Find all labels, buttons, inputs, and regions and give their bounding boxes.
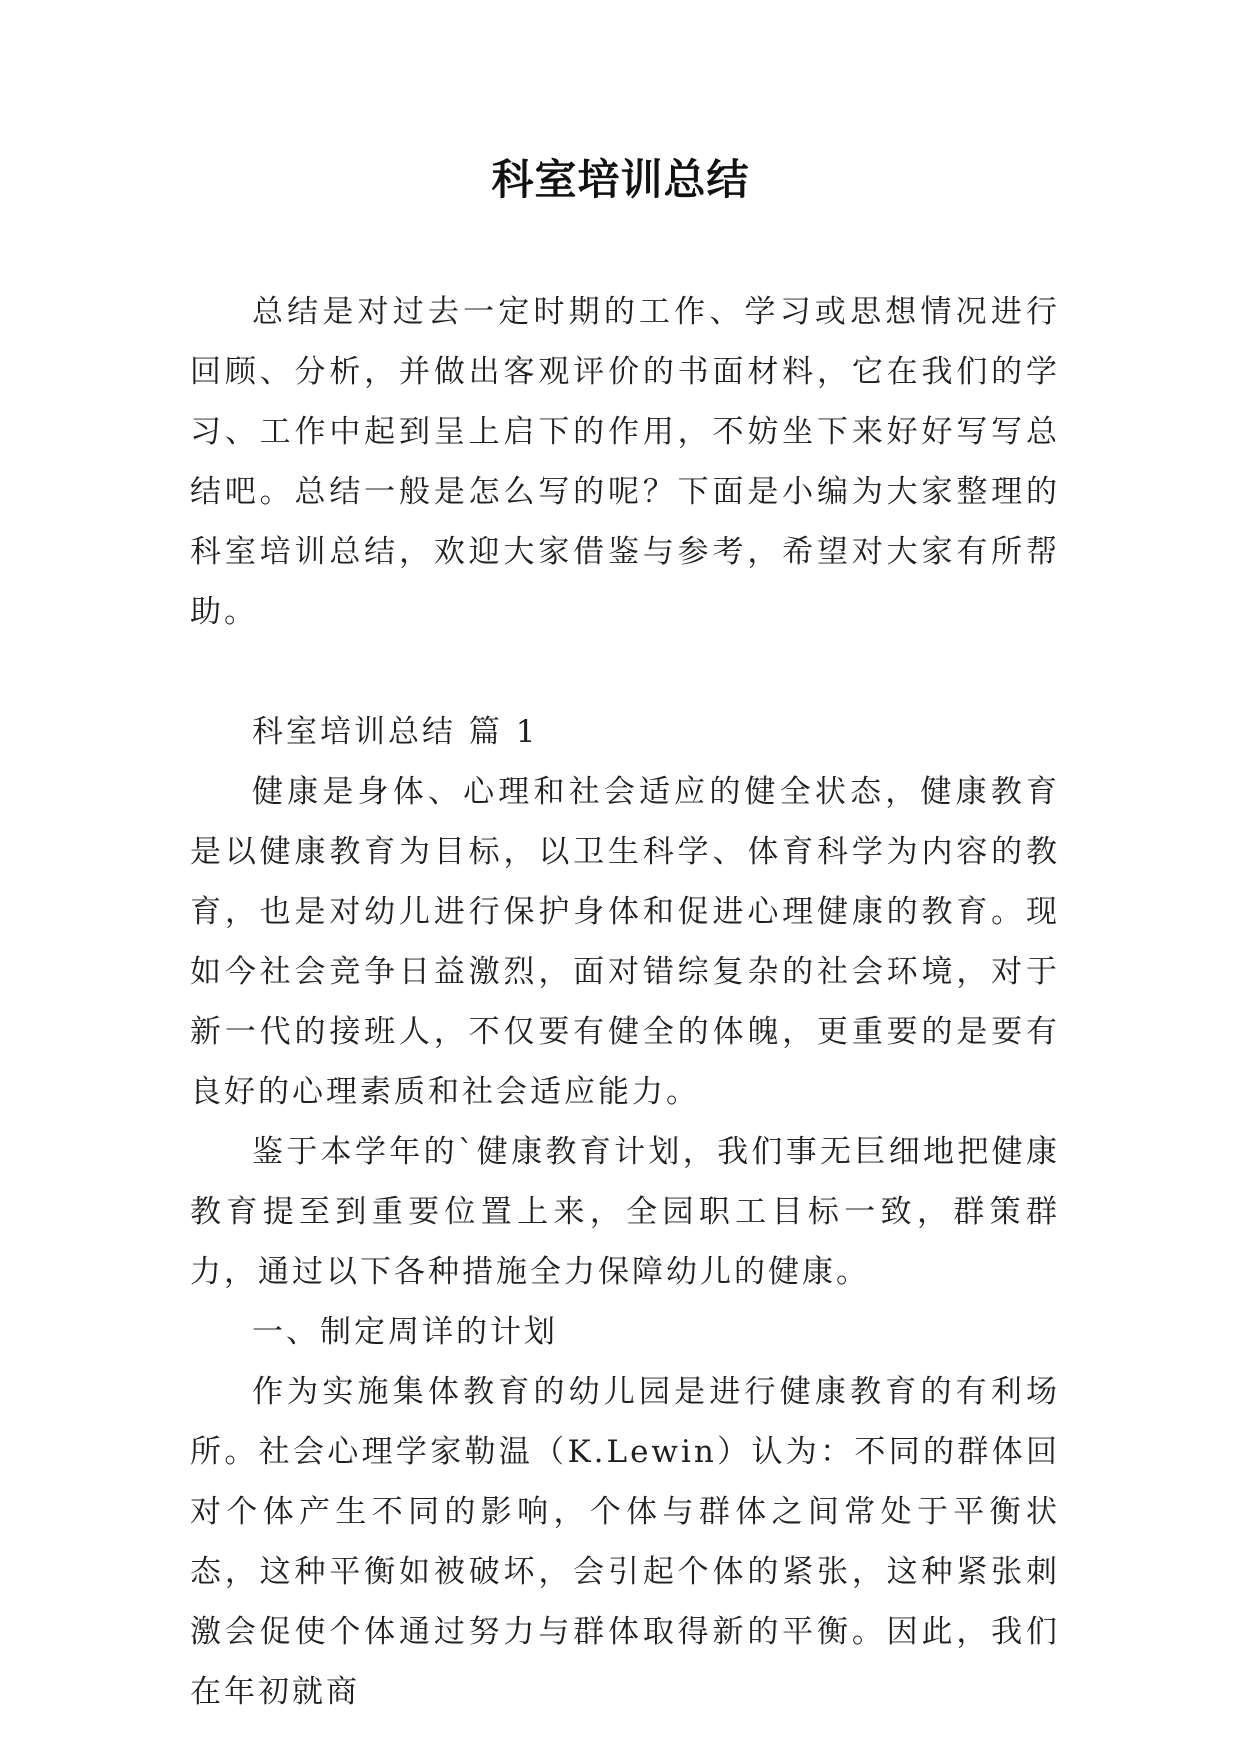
body-paragraph: 鉴于本学年的`健康教育计划，我们事无巨细地把健康教育提至到重要位置上来，全园职工目标一致，群策群力，通过以下各种措施全力保障幼儿的健康。 [190,1134,1060,1290]
document-title: 科室培训总结 [491,155,750,204]
section-heading: 科室培训总结 篇 1 [252,714,539,750]
document-body [190,282,1060,1722]
body-paragraph: 作为实施集体教育的幼儿园是进行健康教育的有利场所。社会心理学家勒温（K.Lewin）认为：不同的群体回对个体产生不同的影响，个体与群体之间常处于平衡状态，这种平衡如被破坏，会引起个体的紧张，这种紧张刺激会促使个体通过努力与群体取得新的平衡。因此，我们在年初就商 [190,1374,1060,1710]
body-paragraph: 健康是身体、心理和社会适应的健全状态，健康教育是以健康教育为目标，以卫生科学、体育科学为内容的教育，也是对幼儿进行保护身体和促进心理健康的教育。现如今社会竞争日益激烈，面对错综复杂的社会环境，对于新一代的接班人，不仅要有健全的体魄，更重要的是要有良好的心理素质和社会适应能力。 [190,774,1060,1110]
subsection-heading: 一、制定周详的计划 [252,1314,558,1350]
intro-paragraph: 总结是对过去一定时期的工作、学习或思想情况进行回顾、分析，并做出客观评价的书面材料，它在我们的学习、工作中起到呈上启下的作用，不妨坐下来好好写写总结吧。总结一般是怎么写的呢？下面是小编为大家整理的科室培训总结，欢迎大家借鉴与参考，希望对大家有所帮助。 [190,294,1060,630]
